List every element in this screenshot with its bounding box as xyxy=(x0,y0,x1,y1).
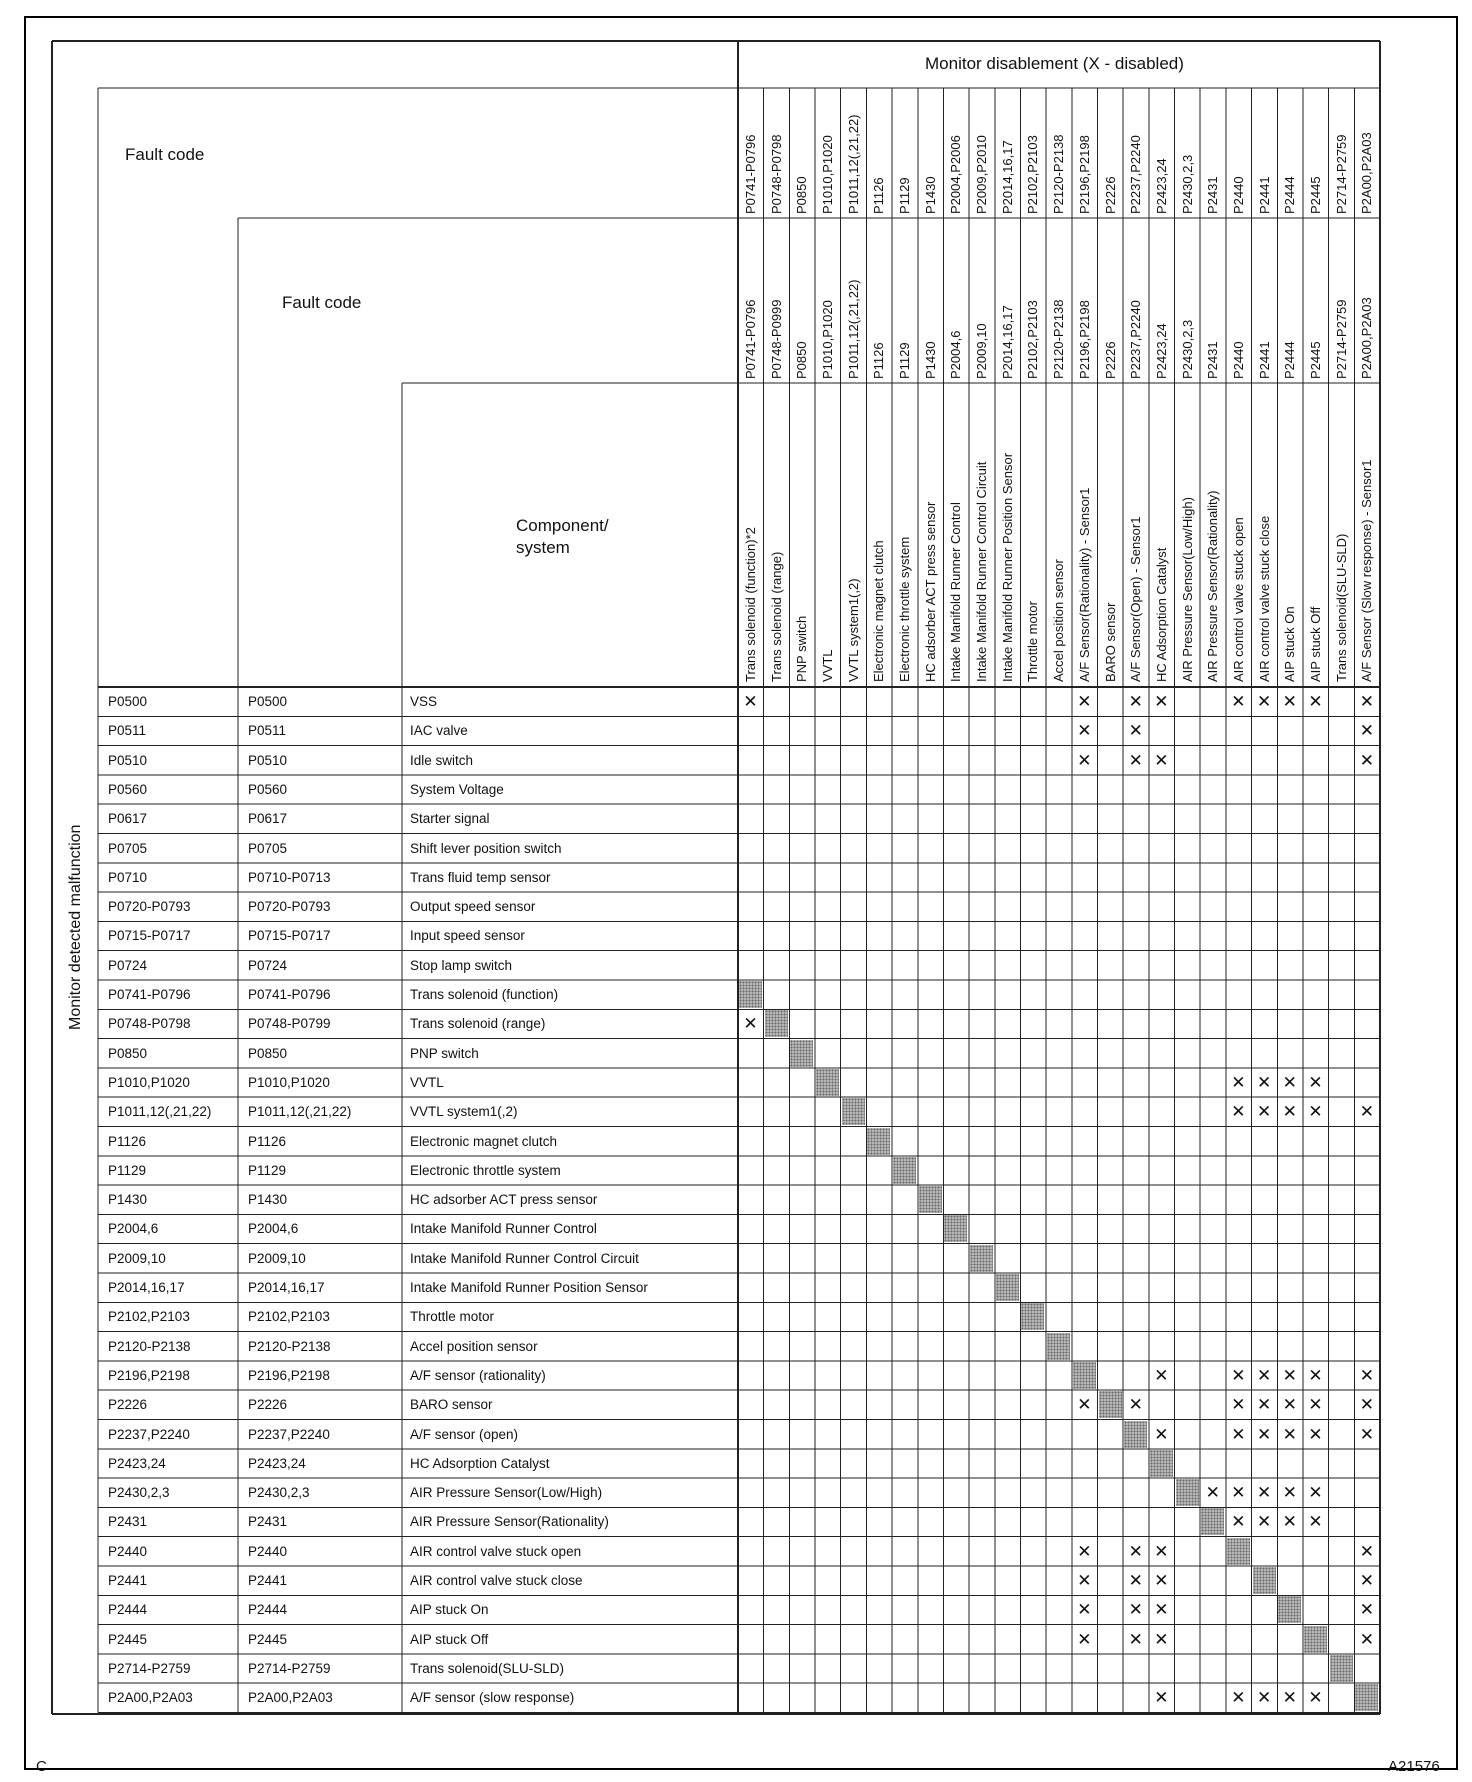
column-system: Electronic magnet clutch xyxy=(871,540,887,682)
column-system: AIR control valve stuck close xyxy=(1256,515,1272,682)
disabled-mark: ✕ xyxy=(1256,1688,1272,1708)
disabled-mark: ✕ xyxy=(1308,1512,1323,1532)
column-code-top: P2A00,P2A03 xyxy=(1359,132,1375,214)
disabled-mark: ✕ xyxy=(1128,692,1143,711)
disabled-mark: ✕ xyxy=(1128,721,1143,741)
diagonal-shaded-cell xyxy=(1278,1596,1301,1623)
component-label xyxy=(516,515,609,559)
column-system: Intake Manifold Runner Control Circuit xyxy=(974,461,990,682)
column-code-top: P1129 xyxy=(897,177,913,214)
row-code-1: P0705 xyxy=(108,840,148,856)
row-system: A/F sensor (open) xyxy=(410,1426,519,1442)
disabled-mark: ✕ xyxy=(1359,1102,1374,1122)
row-code-2: P2120-P2138 xyxy=(248,1338,331,1354)
disabled-mark: ✕ xyxy=(1308,1483,1323,1503)
row-code-2: P2196,P2198 xyxy=(248,1367,330,1383)
column-system: HC adsorber ACT press sensor xyxy=(922,501,938,682)
row-system: A/F sensor (slow response) xyxy=(410,1690,575,1706)
row-code-2: P1011,12(,21,22) xyxy=(248,1104,352,1120)
column-code-top: P1011,12(,21,22) xyxy=(845,114,861,214)
column-code-mid: P0741-P0796 xyxy=(743,299,758,379)
column-code-mid: P2196,P2198 xyxy=(1076,300,1092,379)
column-code-top: P0850 xyxy=(794,176,810,214)
row-code-2: P0560 xyxy=(248,781,288,797)
row-system: HC adsorber ACT press sensor xyxy=(410,1192,598,1208)
diagonal-shaded-cell xyxy=(1073,1362,1096,1389)
column-code-top: P2102,P2103 xyxy=(1025,135,1041,214)
disabled-mark: ✕ xyxy=(1077,1395,1092,1415)
disabled-mark: ✕ xyxy=(1359,721,1374,741)
row-system: Trans solenoid (function) xyxy=(410,987,559,1002)
row-code-2: P2431 xyxy=(248,1514,288,1530)
row-code-1: P2430,2,3 xyxy=(108,1485,170,1501)
row-system: Intake Manifold Runner Position Sensor xyxy=(410,1280,648,1295)
disabled-mark: ✕ xyxy=(1077,750,1092,770)
disabled-mark: ✕ xyxy=(1154,750,1169,770)
column-system: Trans solenoid(SLU-SLD) xyxy=(1333,533,1349,682)
row-system: A/F sensor (rationality) xyxy=(410,1367,546,1383)
disabled-mark: ✕ xyxy=(1231,1072,1246,1092)
row-system: VSS xyxy=(410,694,438,709)
disabled-mark: ✕ xyxy=(1282,1688,1297,1708)
disabled-mark: ✕ xyxy=(1154,1541,1169,1561)
row-code-2: P2102,P2103 xyxy=(248,1309,330,1325)
disabled-mark: ✕ xyxy=(1231,692,1246,711)
column-code-mid: P1011,12(,21,22) xyxy=(845,279,861,379)
column-system: Accel position sensor xyxy=(1051,559,1067,682)
row-code-2: P2014,16,17 xyxy=(248,1280,325,1295)
disabled-mark: ✕ xyxy=(1359,1600,1374,1620)
row-code-2: P0724 xyxy=(248,957,288,973)
column-code-mid: P1129 xyxy=(897,342,913,379)
row-code-2: P0748-P0799 xyxy=(248,1016,331,1032)
diagonal-shaded-cell xyxy=(1227,1538,1250,1565)
column-system: VVTL xyxy=(820,649,836,682)
row-code-1: P0741-P0796 xyxy=(108,987,191,1002)
row-code-1: P1430 xyxy=(108,1192,148,1208)
row-code-1: P1011,12(,21,22) xyxy=(108,1104,212,1120)
diagonal-shaded-cell xyxy=(739,981,762,1008)
column-code-top: P2009,P2010 xyxy=(974,135,990,214)
disabled-mark: ✕ xyxy=(1231,1395,1246,1415)
diagonal-shaded-cell xyxy=(893,1157,916,1184)
row-system: AIR Pressure Sensor(Rationality) xyxy=(410,1514,609,1530)
row-code-1: P0715-P0717 xyxy=(108,928,191,944)
disabled-mark: ✕ xyxy=(1282,1365,1297,1385)
row-code-1: P0710 xyxy=(108,869,148,885)
column-code-top: P0741-P0796 xyxy=(743,134,758,214)
disabled-mark: ✕ xyxy=(1256,1102,1272,1122)
column-code-mid: P2431 xyxy=(1205,341,1221,379)
row-code-1: P2102,P2103 xyxy=(108,1309,190,1325)
row-system: Intake Manifold Runner Control xyxy=(410,1221,597,1237)
monitor-title: Monitor disablement (X - disabled) xyxy=(925,54,1184,73)
disabled-mark: ✕ xyxy=(1231,1483,1246,1503)
column-system: AIR Pressure Sensor(Rationality) xyxy=(1205,490,1221,682)
disabled-mark: ✕ xyxy=(1282,1395,1297,1415)
row-system: Input speed sensor xyxy=(410,928,525,944)
disabled-mark: ✕ xyxy=(1308,692,1323,711)
column-code-mid: P0748-P0999 xyxy=(768,299,784,379)
column-system: A/F Sensor(Open) - Sensor1 xyxy=(1128,516,1144,682)
column-code-top: P2445 xyxy=(1307,176,1323,214)
column-code-mid: P2226 xyxy=(1102,341,1118,379)
disabled-mark: ✕ xyxy=(1282,1072,1297,1092)
disabled-mark: ✕ xyxy=(1128,1395,1143,1415)
disabled-mark: ✕ xyxy=(1077,1541,1092,1561)
disabled-mark: ✕ xyxy=(1359,1571,1374,1590)
column-system: Throttle motor xyxy=(1025,601,1041,682)
disabled-mark: ✕ xyxy=(1359,750,1374,770)
disabled-mark: ✕ xyxy=(1231,1424,1246,1444)
row-system: AIR control valve stuck open xyxy=(410,1543,582,1559)
disabled-mark: ✕ xyxy=(743,692,758,711)
row-code-2: P2444 xyxy=(248,1602,288,1618)
column-system: Trans solenoid (function)*2 xyxy=(743,527,758,682)
row-code-2: P1129 xyxy=(248,1162,287,1178)
disabled-mark: ✕ xyxy=(1128,750,1143,770)
column-code-top: P2226 xyxy=(1102,176,1118,214)
row-code-2: P2009,10 xyxy=(248,1250,306,1266)
row-code-2: P2237,P2240 xyxy=(248,1426,330,1442)
row-code-1: P0724 xyxy=(108,957,148,973)
row-system: AIR control valve stuck close xyxy=(410,1573,583,1588)
disabled-mark: ✕ xyxy=(1231,1365,1246,1385)
row-code-2: P2430,2,3 xyxy=(248,1485,310,1501)
disabled-mark: ✕ xyxy=(1128,1629,1143,1649)
row-code-2: P2A00,P2A03 xyxy=(248,1690,333,1706)
column-code-top: P2196,P2198 xyxy=(1076,135,1092,214)
row-code-1: P0511 xyxy=(108,723,147,739)
column-code-mid: P2444 xyxy=(1282,341,1298,379)
row-code-1: P0748-P0798 xyxy=(108,1016,191,1032)
column-code-mid: P2004,6 xyxy=(948,330,964,379)
component-label-line1: Component/ xyxy=(516,516,609,535)
row-code-1: P2441 xyxy=(108,1573,148,1588)
column-system: Trans solenoid (range) xyxy=(768,551,784,682)
disabled-mark: ✕ xyxy=(1231,1102,1246,1122)
row-code-2: P0705 xyxy=(248,840,288,856)
row-code-2: P1430 xyxy=(248,1192,288,1208)
column-code-top: P2430,2,3 xyxy=(1179,154,1195,214)
figure-id: A21576 xyxy=(1388,1758,1440,1775)
row-system: IAC valve xyxy=(410,723,468,739)
disabled-mark: ✕ xyxy=(1308,1395,1323,1415)
row-code-2: P0500 xyxy=(248,694,288,709)
row-system: Electronic magnet clutch xyxy=(410,1133,558,1149)
disabled-mark: ✕ xyxy=(1077,1629,1092,1649)
disabled-mark: ✕ xyxy=(1154,1629,1169,1649)
diagonal-shaded-cell xyxy=(816,1069,839,1096)
column-code-mid: P2423,24 xyxy=(1153,323,1169,379)
column-code-mid: P1010,P1020 xyxy=(820,300,836,379)
diagonal-shaded-cell xyxy=(1021,1303,1044,1330)
disabled-mark: ✕ xyxy=(1154,1600,1169,1620)
row-code-2: P0617 xyxy=(248,811,288,827)
row-system: Intake Manifold Runner Control Circuit xyxy=(410,1250,639,1266)
disabled-mark: ✕ xyxy=(1154,1688,1169,1708)
column-code-top: P2014,16,17 xyxy=(999,140,1015,214)
row-code-1: P2009,10 xyxy=(108,1250,166,1266)
disabled-mark: ✕ xyxy=(1154,692,1169,711)
row-code-1: P2A00,P2A03 xyxy=(108,1690,193,1706)
side-label: Monitor detected malfunction xyxy=(67,824,84,1030)
row-system: Trans fluid temp sensor xyxy=(410,869,551,885)
row-code-1: P2431 xyxy=(108,1514,148,1530)
row-code-1: P1010,P1020 xyxy=(108,1074,190,1090)
disabled-mark: ✕ xyxy=(1359,1365,1374,1385)
row-system: Trans solenoid (range) xyxy=(410,1016,546,1032)
fault-code-label-inner: Fault code xyxy=(282,293,362,312)
row-code-1: P2196,P2198 xyxy=(108,1367,190,1383)
disabled-mark: ✕ xyxy=(1359,1629,1374,1649)
diagonal-shaded-cell xyxy=(996,1274,1019,1301)
diagonal-shaded-cell xyxy=(919,1186,942,1213)
column-code-mid: P2714-P2759 xyxy=(1333,299,1349,379)
column-code-mid: P2120-P2138 xyxy=(1051,299,1067,379)
row-code-2: P2441 xyxy=(248,1573,288,1588)
column-code-top: P2714-P2759 xyxy=(1333,134,1349,214)
column-code-top: P2423,24 xyxy=(1153,158,1169,214)
column-code-mid: P2102,P2103 xyxy=(1025,300,1041,379)
row-code-1: P0510 xyxy=(108,752,148,768)
disabled-mark: ✕ xyxy=(1308,1365,1323,1385)
diagonal-shaded-cell xyxy=(1150,1450,1173,1477)
disabled-mark: ✕ xyxy=(1308,1688,1323,1708)
column-code-mid: P2237,P2240 xyxy=(1128,300,1144,379)
row-code-1: P2237,P2240 xyxy=(108,1426,190,1442)
column-code-mid: P2014,16,17 xyxy=(999,305,1015,379)
column-system: VVTL system1(,2) xyxy=(845,578,861,682)
diagonal-shaded-cell xyxy=(944,1215,967,1242)
column-code-mid: P2440 xyxy=(1230,341,1246,379)
diagonal-shaded-cell xyxy=(842,1098,865,1125)
row-system: AIP stuck On xyxy=(410,1602,489,1618)
diagonal-shaded-cell xyxy=(1201,1508,1224,1535)
column-code-mid: P2445 xyxy=(1307,341,1323,379)
disabled-mark: ✕ xyxy=(1359,1424,1374,1444)
disabled-mark: ✕ xyxy=(1282,1424,1297,1444)
row-code-2: P2714-P2759 xyxy=(248,1660,331,1676)
column-code-mid: P0850 xyxy=(794,341,810,379)
column-code-mid: P2441 xyxy=(1256,341,1272,379)
disabled-mark: ✕ xyxy=(1308,1424,1323,1444)
column-code-top: P2237,P2240 xyxy=(1128,135,1144,214)
row-system: Trans solenoid(SLU-SLD) xyxy=(410,1660,565,1676)
disabled-mark: ✕ xyxy=(1256,692,1272,711)
row-code-1: P1126 xyxy=(108,1133,147,1149)
disabled-mark: ✕ xyxy=(1154,1365,1169,1385)
disabled-mark: ✕ xyxy=(1128,1541,1143,1561)
row-code-2: P1126 xyxy=(248,1133,287,1149)
row-code-2: P2423,24 xyxy=(248,1455,306,1471)
row-code-2: P2440 xyxy=(248,1543,288,1559)
disabled-mark: ✕ xyxy=(1154,1571,1169,1590)
disabled-mark: ✕ xyxy=(1154,1424,1169,1444)
disabled-mark: ✕ xyxy=(1231,1512,1246,1532)
row-code-1: P0560 xyxy=(108,781,148,797)
disabled-mark: ✕ xyxy=(1359,1541,1374,1561)
diagonal-shaded-cell xyxy=(1099,1391,1122,1418)
column-code-top: P2120-P2138 xyxy=(1051,134,1067,214)
row-system: Output speed sensor xyxy=(410,899,536,915)
disabled-mark: ✕ xyxy=(1359,692,1374,711)
row-system: Electronic throttle system xyxy=(410,1162,561,1178)
row-system: Accel position sensor xyxy=(410,1338,538,1354)
diagonal-shaded-cell xyxy=(765,1010,788,1037)
row-system: Shift lever position switch xyxy=(410,840,562,856)
diagonal-shaded-cell xyxy=(1047,1333,1070,1360)
column-code-top: P1430 xyxy=(922,176,938,214)
row-system: Starter signal xyxy=(410,811,490,827)
column-code-top: P1126 xyxy=(871,177,887,214)
row-system: System Voltage xyxy=(410,781,504,797)
row-code-1: P0720-P0793 xyxy=(108,899,191,915)
diagonal-shaded-cell xyxy=(790,1040,813,1067)
disabled-mark: ✕ xyxy=(1205,1483,1220,1503)
row-code-1: P0500 xyxy=(108,694,148,709)
column-system: A/F Sensor (Slow response) - Sensor1 xyxy=(1359,459,1375,682)
diagonal-shaded-cell xyxy=(1355,1684,1378,1711)
disabled-mark: ✕ xyxy=(1128,1600,1143,1620)
column-system: Intake Manifold Runner Position Sensor xyxy=(999,452,1015,682)
row-code-1: P2445 xyxy=(108,1631,148,1647)
column-system: Intake Manifold Runner Control xyxy=(948,502,964,682)
row-code-2: P2004,6 xyxy=(248,1221,299,1237)
row-code-2: P0850 xyxy=(248,1045,288,1061)
disabled-mark: ✕ xyxy=(1256,1512,1272,1532)
row-system: AIR Pressure Sensor(Low/High) xyxy=(410,1485,603,1501)
diagonal-shaded-cell xyxy=(1176,1479,1199,1506)
column-system: A/F Sensor(Rationality) - Sensor1 xyxy=(1076,487,1092,682)
row-code-2: P0715-P0717 xyxy=(248,928,331,944)
row-code-1: P2440 xyxy=(108,1543,148,1559)
row-code-1: P2014,16,17 xyxy=(108,1280,185,1295)
column-code-top: P2444 xyxy=(1282,176,1298,214)
column-code-top: P1010,P1020 xyxy=(820,135,836,214)
column-system: Electronic throttle system xyxy=(897,536,913,682)
disabled-mark: ✕ xyxy=(1308,1072,1323,1092)
disabled-mark: ✕ xyxy=(1077,721,1092,741)
row-code-2: P2226 xyxy=(248,1397,288,1413)
disabled-mark: ✕ xyxy=(1282,1512,1297,1532)
row-code-2: P2445 xyxy=(248,1631,288,1647)
row-system: VVTL xyxy=(410,1074,444,1090)
row-code-1: P2226 xyxy=(108,1397,148,1413)
row-code-2: P0720-P0793 xyxy=(248,899,331,915)
column-system: BARO sensor xyxy=(1102,602,1118,682)
diagonal-shaded-cell xyxy=(1304,1626,1327,1653)
disabled-mark: ✕ xyxy=(1077,1571,1092,1590)
disabled-mark: ✕ xyxy=(1256,1072,1272,1092)
disabled-mark: ✕ xyxy=(1077,1600,1092,1620)
row-code-1: P2004,6 xyxy=(108,1221,159,1237)
column-code-mid: P1126 xyxy=(871,342,887,379)
row-code-2: P0511 xyxy=(248,723,287,739)
column-code-mid: P2A00,P2A03 xyxy=(1359,297,1375,379)
column-code-mid: P2430,2,3 xyxy=(1179,319,1195,379)
column-system: PNP switch xyxy=(794,615,810,682)
row-system: Stop lamp switch xyxy=(410,957,513,973)
row-code-1: P2714-P2759 xyxy=(108,1660,191,1676)
column-system: HC Adsorption Catalyst xyxy=(1153,547,1169,682)
disabled-mark: ✕ xyxy=(1282,1483,1297,1503)
diagonal-shaded-cell xyxy=(1330,1655,1353,1682)
disabled-mark: ✕ xyxy=(1128,1571,1143,1590)
disabled-mark: ✕ xyxy=(1256,1365,1272,1385)
disabled-mark: ✕ xyxy=(1077,692,1092,711)
column-code-top: P2431 xyxy=(1205,176,1221,214)
row-code-2: P1010,P1020 xyxy=(248,1074,330,1090)
disabled-mark: ✕ xyxy=(1256,1395,1272,1415)
disabled-mark: ✕ xyxy=(1231,1688,1246,1708)
column-code-top: P2441 xyxy=(1256,176,1272,214)
column-code-top: P0748-P0798 xyxy=(768,134,784,214)
disabled-mark: ✕ xyxy=(1256,1424,1272,1444)
disabled-mark: ✕ xyxy=(1359,1395,1374,1415)
row-code-2: P0510 xyxy=(248,752,288,768)
row-system: BARO sensor xyxy=(410,1397,493,1413)
row-code-2: P0710-P0713 xyxy=(248,869,331,885)
row-system: AIP stuck Off xyxy=(410,1631,489,1647)
column-code-mid: P2009,10 xyxy=(974,323,990,379)
row-system: Idle switch xyxy=(410,752,474,768)
row-code-1: P2444 xyxy=(108,1602,148,1618)
disabled-mark: ✕ xyxy=(1282,1102,1297,1122)
row-code-1: P2120-P2138 xyxy=(108,1338,191,1354)
row-code-1: P1129 xyxy=(108,1162,147,1178)
disabled-mark: ✕ xyxy=(1256,1483,1272,1503)
row-system: Throttle motor xyxy=(410,1309,495,1325)
disabled-mark: ✕ xyxy=(1308,1102,1323,1122)
disabled-mark: ✕ xyxy=(1282,692,1297,711)
diagonal-shaded-cell xyxy=(1124,1421,1147,1448)
row-code-1: P2423,24 xyxy=(108,1455,166,1471)
diagonal-shaded-cell xyxy=(1253,1567,1276,1594)
column-code-top: P2004,P2006 xyxy=(948,135,964,214)
column-system: AIR control valve stuck open xyxy=(1230,517,1246,682)
column-system: AIR Pressure Sensor(Low/High) xyxy=(1179,497,1195,682)
column-code-top: P2440 xyxy=(1230,176,1246,214)
row-system: VVTL system1(,2) xyxy=(410,1104,518,1120)
row-system: HC Adsorption Catalyst xyxy=(410,1455,550,1471)
column-system: AIP stuck Off xyxy=(1307,606,1323,682)
footer-letter: C xyxy=(36,1758,47,1775)
column-system: AIP stuck On xyxy=(1282,606,1298,682)
row-code-1: P0617 xyxy=(108,811,148,827)
column-code-mid: P1430 xyxy=(922,341,938,379)
row-code-2: P0741-P0796 xyxy=(248,987,331,1002)
diagonal-shaded-cell xyxy=(970,1245,993,1272)
disabled-mark: ✕ xyxy=(743,1014,758,1034)
row-system: PNP switch xyxy=(410,1045,479,1061)
component-label-line2: system xyxy=(516,538,570,557)
fault-code-label-outer: Fault code xyxy=(125,145,205,164)
row-code-1: P0850 xyxy=(108,1045,148,1061)
diagonal-shaded-cell xyxy=(867,1128,890,1155)
